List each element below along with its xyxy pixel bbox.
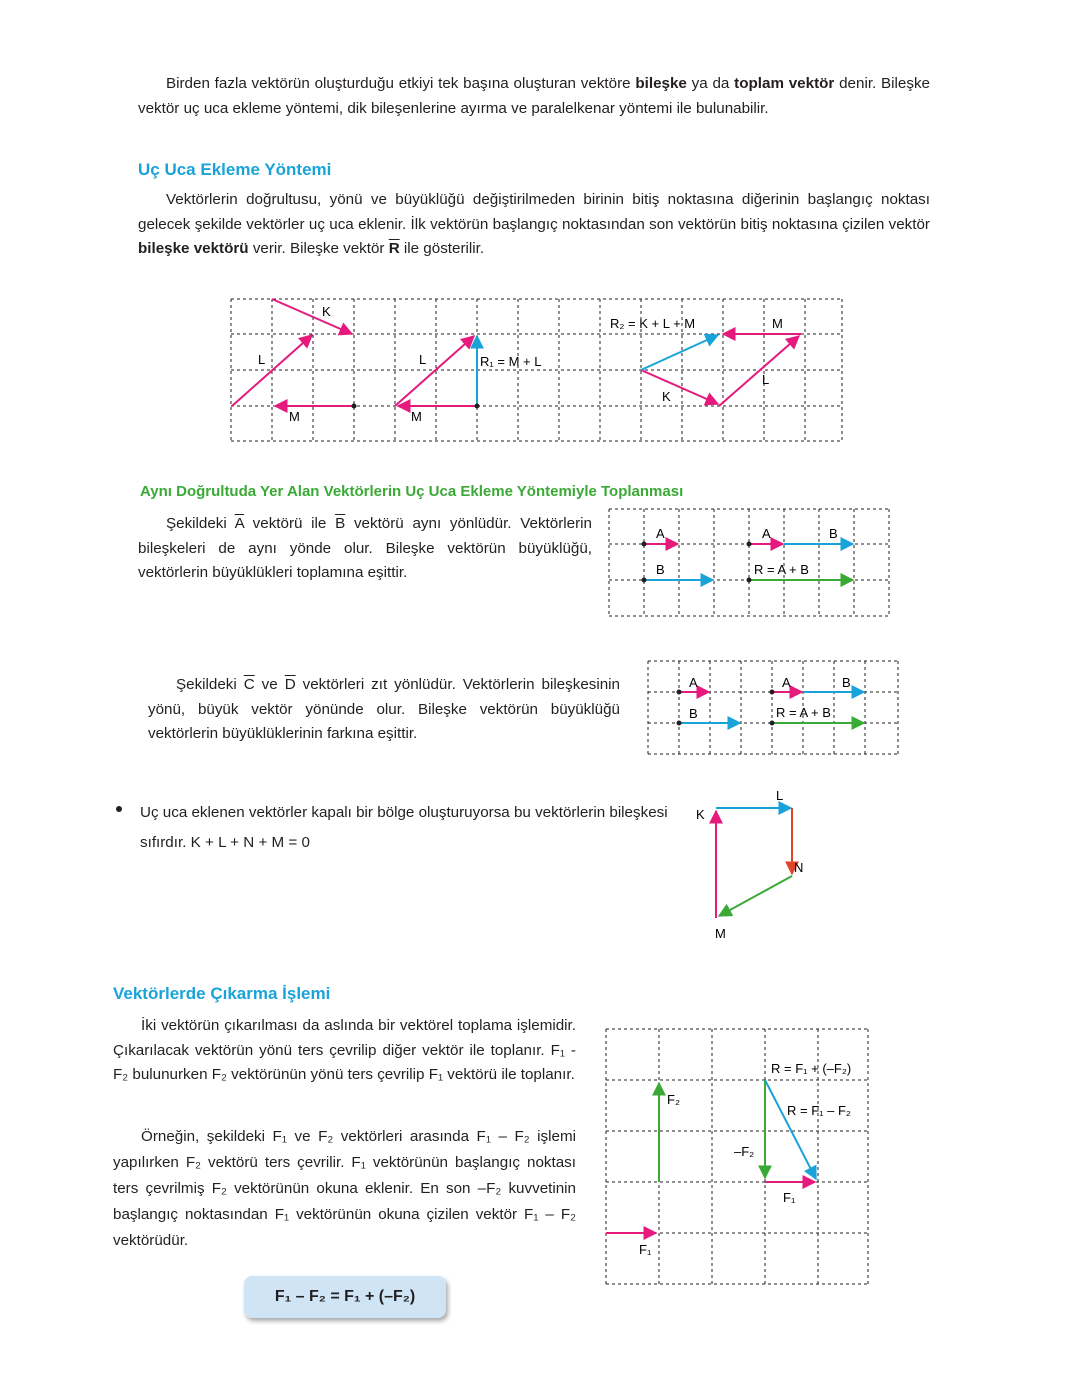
vector-k bbox=[272, 299, 352, 334]
label-neg-f2: –F₂ bbox=[734, 1144, 755, 1159]
point bbox=[677, 721, 682, 726]
label-a-cd: A bbox=[689, 675, 698, 690]
label-b-cd-2: B bbox=[842, 675, 851, 690]
label-a-2: A bbox=[762, 526, 771, 541]
zit-text-1: Şekildeki bbox=[176, 676, 244, 693]
label-a: A bbox=[656, 526, 665, 541]
point bbox=[642, 578, 647, 583]
intro-text-2: ya da bbox=[686, 75, 735, 92]
kapali-paragraph bbox=[140, 798, 690, 858]
ayni-text-3: vektörü aynı yönlüdür. Vektörlerin bileşkeleri de aynı yönde olur. Bileşke vektörün büyüklüğü, vektörlerin büyüklükleri toplamına eşittir. bbox=[138, 515, 592, 581]
label-r-sum: R = F₁ + (–F₂) bbox=[771, 1061, 852, 1076]
cikarma-paragraph-1: İki vektörün çıkarılması da aslında bir vektörel toplama işlemidir. Çıkarılacak vektörün yönü ters çevrilip diğer vektör ile toplanır. F₁ - F₂ bulunurken F₂ vektörünün yönü ters çevrilip F₁ vektörü ile toplanır. bbox=[113, 1017, 576, 1083]
label-l-closed: L bbox=[776, 788, 784, 803]
ayni-text-2: vektörü ile bbox=[243, 515, 336, 532]
label-k-3: K bbox=[662, 389, 671, 404]
symbol-a: $\overline{A}$ bbox=[234, 515, 244, 532]
symbol-d: $\overline{D}$ bbox=[284, 676, 296, 693]
intro-paragraph bbox=[138, 72, 930, 121]
label-m-3: M bbox=[772, 316, 783, 331]
intro-text-1: Birden fazla vektörün oluşturduğu etkiyi tek başına oluşturan vektöre bbox=[166, 75, 636, 92]
symbol-b: $\overline{B}$ bbox=[335, 515, 346, 532]
label-r1-equation: R₁ = M + L bbox=[480, 354, 542, 369]
bullet-dot bbox=[116, 806, 122, 812]
label-r-equation: R = A + B bbox=[754, 562, 809, 577]
r-symbol: $\overline{R}$ bbox=[388, 240, 400, 257]
uc-uca-paragraph bbox=[138, 188, 930, 262]
label-k-closed: K bbox=[696, 807, 705, 822]
figure-opposite-direction bbox=[647, 660, 900, 756]
label-f2: F₂ bbox=[667, 1092, 680, 1107]
label-b-cd: B bbox=[689, 706, 698, 721]
term-toplam-vektor: toplam vektör bbox=[734, 75, 835, 92]
point bbox=[677, 690, 682, 695]
grid-lines bbox=[648, 661, 898, 754]
label-r2-equation: R₂ = K + L + M bbox=[610, 316, 696, 331]
label-f1-shifted: F₁ bbox=[783, 1190, 796, 1205]
zit-paragraph bbox=[148, 673, 620, 747]
label-a-cd-2: A bbox=[782, 675, 791, 690]
point bbox=[770, 690, 775, 695]
kapali-equation: K + L + N + M = 0 bbox=[190, 834, 310, 851]
figure-vector-subtraction bbox=[605, 1028, 870, 1286]
formula-box: F₁ – F₂ = F₁ + (–F₂) bbox=[244, 1276, 446, 1318]
label-l-2: L bbox=[419, 352, 427, 367]
vector-l-3 bbox=[719, 336, 799, 406]
ayni-text-1: Şekildeki bbox=[166, 515, 235, 532]
uc-uca-text-3: ile gösterilir. bbox=[399, 240, 485, 257]
uc-uca-text-1: Vektörlerin doğrultusu, yönü ve büyüklüğü değiştirilmeden birinin bitiş noktasına diğerinin başlangıç noktası gelecek şekilde vektörler uç uca eklenir. İlk vektörün başlangıç noktasından son vektörün bitiş noktasına çizilen vektör bbox=[138, 191, 930, 233]
vector-r-difference bbox=[765, 1080, 816, 1179]
uc-uca-text-2: verir. Bileşke vektör bbox=[248, 240, 389, 257]
vector-r2 bbox=[641, 335, 718, 370]
vector-m-closed bbox=[719, 876, 792, 916]
heading-ayni-dogrultuda: Aynı Doğrultuda Yer Alan Vektörlerin Uç Uca Ekleme Yöntemiyle Toplanması bbox=[140, 483, 684, 500]
intro-text-3: denir. Bileşke vektör uç uca ekleme yöntemi, dik bileşenlerine ayırma ve paralelkenar yöntemi ile bulunabilir. bbox=[138, 75, 930, 117]
ayni-paragraph bbox=[138, 512, 592, 586]
label-l-3: L bbox=[762, 372, 770, 387]
label-f1: F₁ bbox=[639, 1242, 652, 1257]
label-l: L bbox=[258, 352, 266, 367]
figure-a-b-same-direction bbox=[608, 508, 891, 618]
vector-k-3 bbox=[641, 370, 718, 404]
label-m: M bbox=[289, 409, 300, 424]
figure-closed-polygon bbox=[690, 786, 820, 944]
figure-klm-addition bbox=[230, 298, 844, 443]
point bbox=[642, 542, 647, 547]
zit-text-3: vektörleri zıt yönlüdür. Vektörlerin bileşkesinin yönü, büyük vektör yönünde olur. Bileşke vektörün büyüklüğü vektörlerin büyüklüklerinin farkına eşittir. bbox=[148, 676, 621, 742]
label-r-difference: R = F₁ – F₂ bbox=[787, 1103, 851, 1118]
point bbox=[475, 404, 480, 409]
label-b-2: B bbox=[829, 526, 838, 541]
heading-cikarma: Vektörlerde Çıkarma İşlemi bbox=[113, 984, 331, 1003]
point bbox=[747, 578, 752, 583]
label-m-closed: M bbox=[715, 926, 726, 941]
heading-uc-uca: Uç Uca Ekleme Yöntemi bbox=[138, 160, 332, 179]
cikarma-paragraph-2: Örneğin, şekildeki F₁ ve F₂ vektörleri arasında F₁ – F₂ işlemi yapılırken F₂ vektörü ters çevrilir. F₁ vektörünün başlangıç noktası ters çevrilmiş F₂ vektörünün okuna eklenir. En son –F₂ kuvvetinin başlangıç noktasından F₁ vektörünün okuna çizilen vektör F₁ – F₂ vektörüdür. bbox=[113, 1128, 576, 1249]
vector-l-2 bbox=[395, 336, 474, 406]
label-k: K bbox=[322, 304, 331, 319]
term-bileske-vektoru: bileşke vektörü bbox=[138, 240, 249, 257]
point bbox=[747, 542, 752, 547]
point bbox=[352, 404, 357, 409]
zit-text-2: ve bbox=[254, 676, 285, 693]
symbol-c: $\overline{C}$ bbox=[243, 676, 255, 693]
label-n-closed: N bbox=[794, 860, 804, 875]
label-b: B bbox=[656, 562, 665, 577]
point bbox=[770, 721, 775, 726]
kapali-text: Uç uca eklenen vektörler kapalı bir bölge oluşturuyorsa bu vektörlerin bileşkesi sıfırdır. bbox=[140, 804, 668, 851]
label-r-cd-equation: R = A + B bbox=[776, 705, 831, 720]
label-m-2: M bbox=[411, 409, 422, 424]
term-bileske: bileşke bbox=[635, 75, 687, 92]
grid-lines bbox=[609, 509, 889, 616]
